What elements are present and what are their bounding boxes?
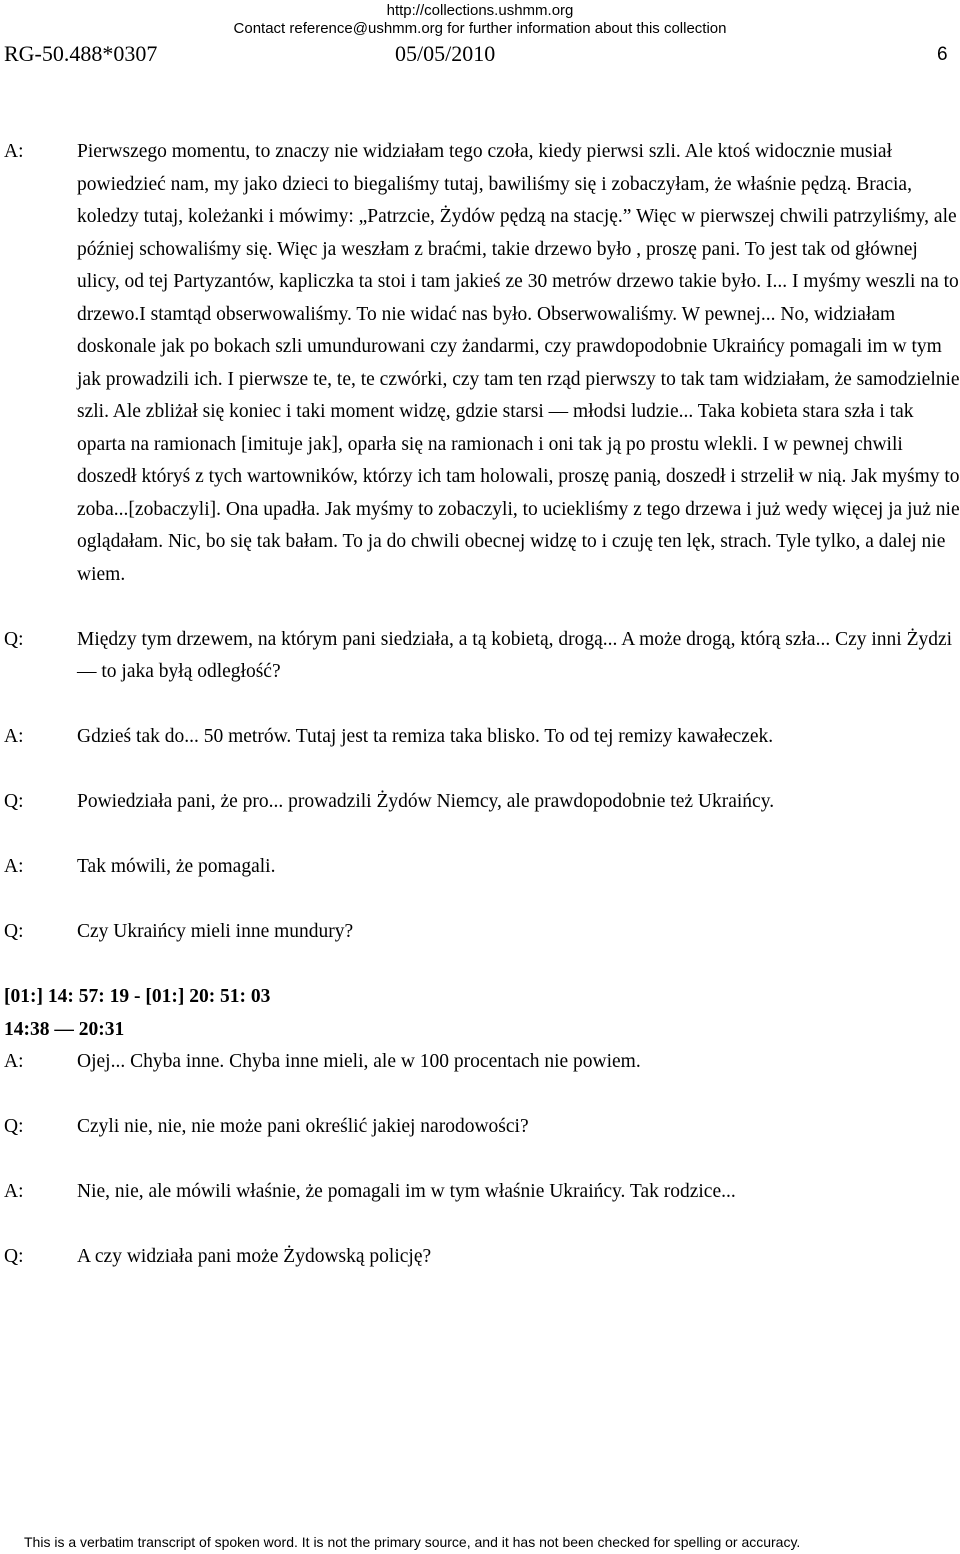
speaker-label: A: [4,856,24,877]
speaker-label: A: [4,141,24,162]
speaker-label: A: [4,726,24,747]
header-url: http://collections.ushmm.org [386,2,574,19]
turn-text: Nie, nie, ale mówili właśnie, że pomagali im w tym właśnie Ukraińcy. Tak rodzice... [77,1181,736,1202]
turn-text: Pierwszego momentu, to znaczy nie widziałam tego czoła, kiedy pierwsi szli. Ale ktoś widocznie musiał powiedzieć nam, my jako dzieci to biegaliśmy tutaj, bawiliśmy się i zobaczyłam, że właśnie pędzą. Bracia, koledzy tutaj, koleżanki i mówimy: „Patrzcie, Żydów pędzą na stację.” Więc w pierwszej chwili patrzyliśmy, ale później schowaliśmy się. Więc ja weszłam z braćmi, takie drzewo było , proszę pani. To jest tak od głównej ulicy, od tej Partyzantów, kapliczka ta stoi i tam jakieś ze 30 metrów drzewo takie było. I... I myśmy weszli na to drzewo.I stamtąd obserwowaliśmy. To nie widać nas było. Obserwowaliśmy. W pewnej... No, widziałam doskonale jak po bokach szli umundurowani czy żandarmi, czy prawdopodobnie Ukraińcy pomagali im w tym jak prowadzili ich. I pierwsze te, te, te czwórki, czy tam ten rząd pierwszy to tak tam widziałam, że samodzielnie szli. Ale zbliżał się koniec i taki moment widzę, gdzie starsi — młodsi ludzie... Taka kobieta stara szła i tak oparta na ramionach [imituje jak], oparła się na ramionach i oni tak ją po prostu wlekli. I w pewnej chwili doszedł któryś z tych wartowników, którzy ich tam holowali, proszę panią, doszedł i strzelił w nią. Jak myśmy to zoba...[zobaczyli]. Ona upadła. Jak myśmy to zobaczyli, to uciekliśmy z tego drzewa i już wedy więcej ja już nie oglądałam. Nic, bo się tak bałam. To ja do chwili obecnej widzę to i czuję ten lęk, strach. Tyle tylko, a dalej nie wiem. [77,141,960,585]
transcript-body [0,136,960,1274]
turn-text: Gdzieś tak do... 50 metrów. Tutaj jest ta remiza taka blisko. To od tej remizy kawałeczek. [77,726,774,747]
page-number: 6 [937,44,948,65]
transcript-turn [0,851,960,884]
transcript-turn [0,916,960,949]
speaker-label: Q: [4,628,24,650]
turn-text: Czy Ukraińcy mieli inne mundury? [77,921,354,942]
timecode-range: [01:] 14: 57: 19 - [01:] 20: 51: 03 [4,986,271,1007]
header-contact: Contact reference@ushmm.org for further information about this collection [233,20,727,37]
footer-disclaimer: This is a verbatim transcript of spoken word. It is not the primary source, and it has not been checked for spelling or accuracy. [24,1534,801,1550]
turn-text: Między tym drzewem, na którym pani siedziała, a tą kobietą, drogą... A może drogą, którą szła... Czy inni Żydzi — to jaka byłą odległość? [77,628,953,682]
transcript-turn [0,1176,960,1209]
header-rg-id: RG-50.488*0307 [4,41,158,66]
speaker-label: A: [4,1051,24,1072]
transcript-turn [0,786,960,819]
turn-text: Czyli nie, nie, nie może pani określić jakiej narodowości? [77,1116,529,1137]
transcript-turn [0,136,960,591]
speaker-label: Q: [4,1246,24,1267]
speaker-label: Q: [4,921,24,942]
transcript-turn [0,1046,960,1079]
speaker-label: A: [4,1181,24,1202]
transcript-turn [0,1241,960,1274]
turn-text: Powiedziała pani, że pro... prowadzili Żydów Niemcy, ale prawdopodobnie też Ukraińcy. [77,791,775,812]
header-date: 05/05/2010 [395,41,496,66]
turn-text: A czy widziała pani może Żydowską policję? [77,1246,432,1267]
turn-text: Tak mówili, że pomagali. [77,856,276,877]
transcript-turn [0,1111,960,1144]
speaker-label: Q: [4,1116,24,1137]
speaker-label: Q: [4,791,24,812]
turn-text: Ojej... Chyba inne. Chyba inne mieli, ale w 100 procentach nie powiem. [77,1051,641,1072]
transcript-turn [0,721,960,754]
timecode-short: 14:38 — 20:31 [4,1018,125,1040]
transcript-turn [0,624,960,689]
